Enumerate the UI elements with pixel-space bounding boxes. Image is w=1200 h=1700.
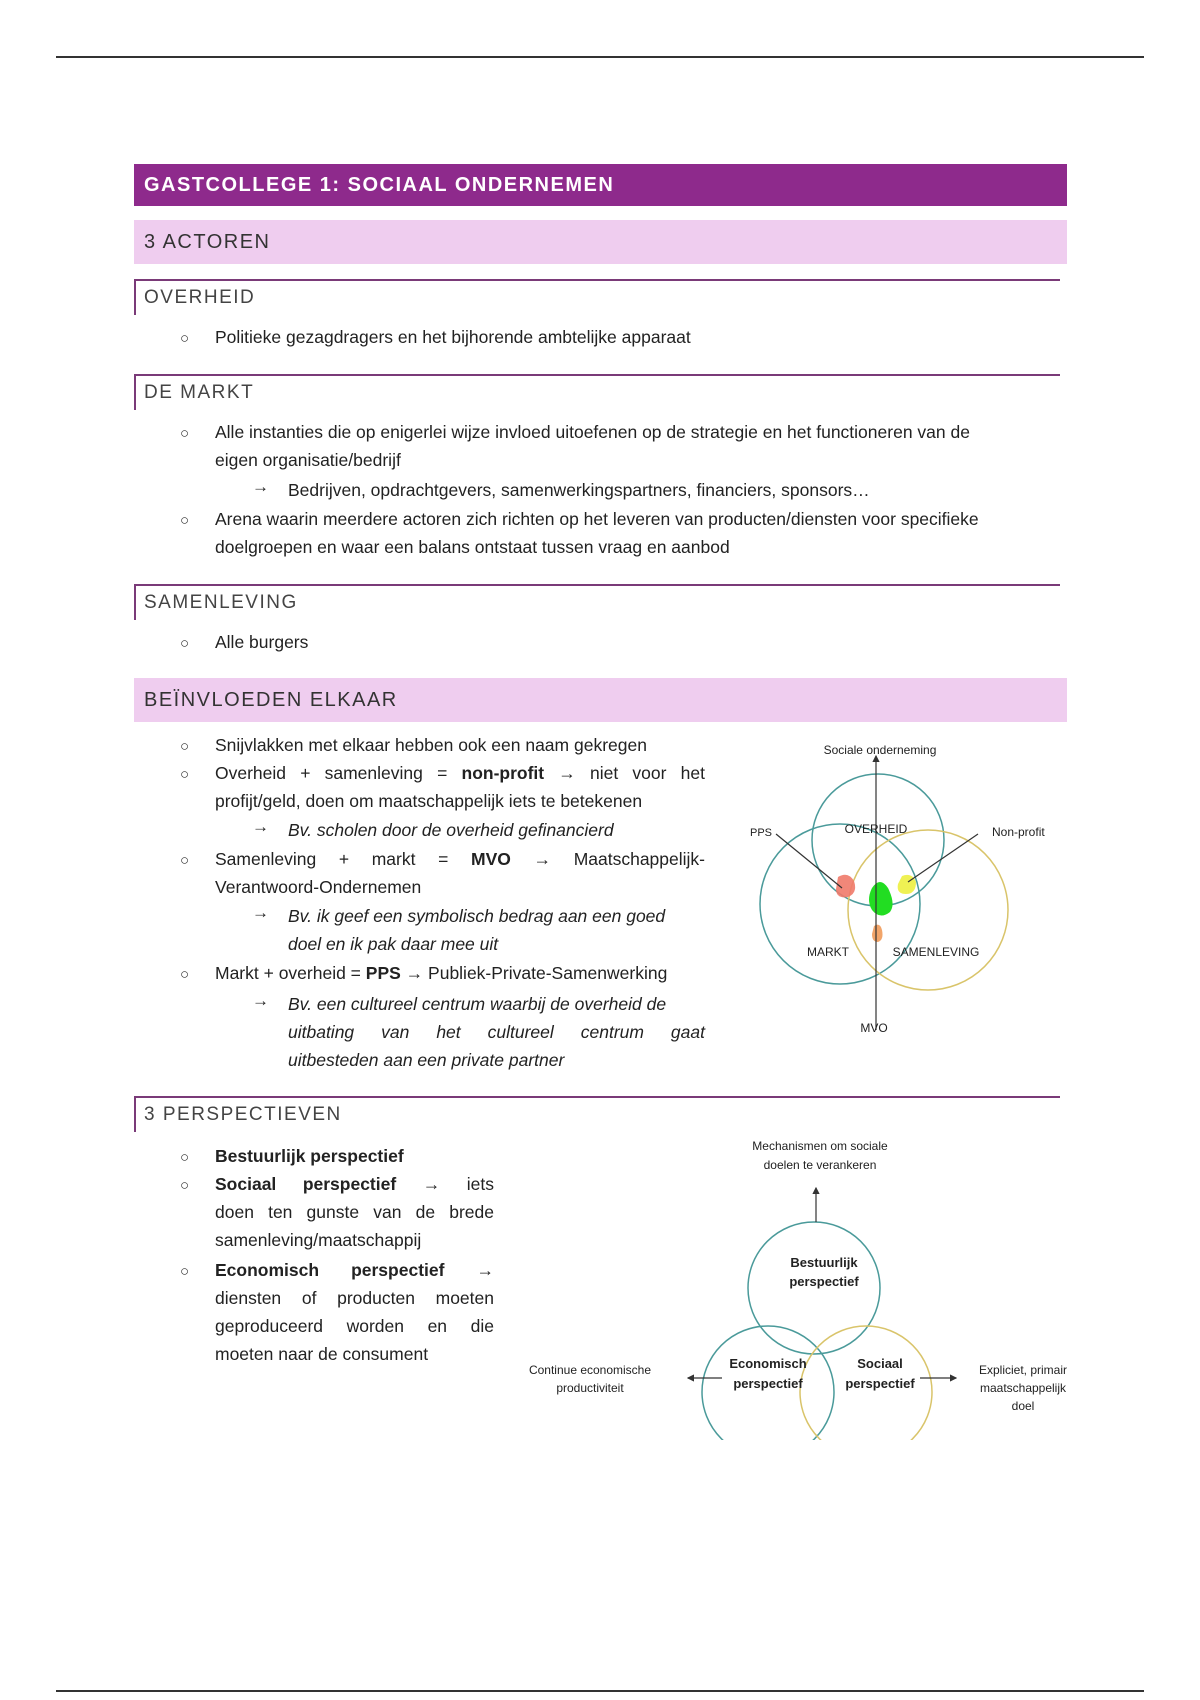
label-economisch-line-2: perspectief — [733, 1376, 803, 1391]
label-mvo: MVO — [860, 1021, 888, 1035]
bottom-rule — [56, 1690, 1144, 1692]
arrow-icon: → — [252, 477, 269, 496]
label-right-line-3: doel — [1011, 1399, 1035, 1413]
arrow-icon: → — [252, 817, 269, 836]
beinvloeden-example-2-line-1: Bv. ik geef een symbolisch bedrag aan een goed — [288, 906, 666, 926]
label-sociaal-line-1: Sociaal — [857, 1356, 903, 1371]
bullet-marker: ○ — [180, 1263, 190, 1280]
bullet-marker: ○ — [180, 738, 190, 755]
label-economisch-line-1: Economisch — [729, 1356, 807, 1371]
markt-bullet-1-line-2: eigen organisatie/bedrijf — [215, 450, 401, 470]
bullet-marker: ○ — [180, 512, 190, 529]
markt-bullet-1-line-1: Alle instanties die op enigerlei wijze invloed uitoefenen op de strategie en het functioneren van de — [215, 422, 970, 442]
beinvloeden-example-3-line-1: Bv. een cultureel centrum waarbij de overheid de — [288, 994, 667, 1014]
beinvloeden-line-2: Overheid + samenleving = non-profit → niet voor het — [215, 763, 705, 783]
section-heading-beinvloeden: BEÏNVLOEDEN ELKAAR — [134, 678, 1067, 722]
label-right-line-2: maatschappelijk — [979, 1381, 1067, 1395]
actoren-venn-diagram — [730, 730, 1110, 1050]
perspectieven-venn-diagram — [510, 1130, 1090, 1440]
markt-bullet-2-line-1: Arena waarin meerdere actoren zich richten op het leveren van producten/diensten voor specifieke — [215, 509, 979, 529]
bullet-marker: ○ — [180, 330, 190, 347]
pointer-nonprofit — [908, 834, 978, 882]
perspectief-bullet-1: Bestuurlijk perspectief — [215, 1146, 404, 1166]
perspectief-bullet-3-line-4: moeten naar de consument — [215, 1344, 429, 1364]
overheid-bullet-1: Politieke gezagdragers en het bijhorende ambtelijke apparaat — [215, 327, 691, 347]
beinvloeden-line-6: Verantwoord-Ondernemen — [215, 877, 422, 897]
arrow-icon: → — [252, 991, 269, 1010]
label-bestuurlijk-line-1: Bestuurlijk — [790, 1255, 858, 1270]
label-overheid: OVERHEID — [844, 822, 908, 836]
markt-bullet-2-line-2: doelgroepen en waar een balans ontstaat tussen vraag en aanbod — [215, 537, 730, 557]
section-heading-actoren: 3 ACTOREN — [134, 220, 1067, 264]
markt-sub-1: Bedrijven, opdrachtgevers, samenwerkingspartners, financiers, sponsors… — [288, 480, 870, 500]
bullet-marker: ○ — [180, 635, 190, 652]
subheading-markt: DE MARKT — [134, 374, 1060, 410]
samenleving-bullet-1: Alle burgers — [215, 632, 309, 652]
perspectief-bullet-2-line-2: doen ten gunste van de brede — [215, 1202, 494, 1222]
beinvloeden-example-2-line-2: doel en ik pak daar mee uit — [288, 934, 499, 954]
beinvloeden-line-1: Snijvlakken met elkaar hebben ook een naam gekregen — [215, 735, 647, 755]
bullet-marker: ○ — [180, 425, 190, 442]
beinvloeden-line-3: profijt/geld, doen om maatschappelijk iets te betekenen — [215, 791, 643, 811]
label-samenleving: SAMENLEVING — [892, 945, 980, 959]
label-right-line-1: Expliciet, primair — [978, 1363, 1068, 1377]
label-pps: PPS — [749, 827, 772, 839]
perspectief-bullet-3-line-1: Economisch perspectief → — [215, 1260, 494, 1280]
label-left-line-1: Continue economische — [528, 1363, 652, 1377]
bullet-marker: ○ — [180, 1149, 190, 1166]
label-sociaal-line-2: perspectief — [845, 1376, 915, 1391]
label-bestuurlijk-line-2: perspectief — [789, 1274, 859, 1289]
perspectief-bullet-3-line-3: geproduceerd worden en die — [215, 1316, 494, 1336]
perspectief-bullet-2-line-3: samenleving/maatschappij — [215, 1230, 422, 1250]
label-top-line-1: Mechanismen om sociale — [752, 1139, 888, 1153]
beinvloeden-line-9: Markt + overheid = PPS → Publiek-Private-Samenwerking — [215, 963, 668, 983]
bullet-marker: ○ — [180, 1177, 190, 1194]
beinvloeden-example-1: Bv. scholen door de overheid gefinancierd — [288, 820, 614, 840]
label-markt: MARKT — [807, 945, 849, 959]
perspectief-bullet-2-line-1: Sociaal perspectief → iets — [215, 1174, 494, 1194]
label-left-line-2: productiviteit — [556, 1381, 624, 1395]
bullet-marker: ○ — [180, 852, 190, 869]
subheading-overheid: OVERHEID — [134, 279, 1060, 315]
subheading-perspectieven: 3 PERSPECTIEVEN — [134, 1096, 1060, 1132]
label-nonprofit: Non-profit — [992, 825, 1045, 839]
bullet-marker: ○ — [180, 966, 190, 983]
label-top-line-2: doelen te verankeren — [763, 1158, 877, 1172]
perspectief-bullet-3-line-2: diensten of producten moeten — [215, 1288, 494, 1308]
bullet-marker: ○ — [180, 766, 190, 783]
arrow-icon: → — [252, 903, 269, 922]
top-rule — [56, 56, 1144, 58]
blob-mvo — [872, 925, 883, 942]
beinvloeden-example-3-line-2: uitbating van het cultureel centrum gaat — [288, 1022, 705, 1042]
beinvloeden-line-5: Samenleving + markt = MVO → Maatschappelijk- — [215, 849, 705, 869]
pointer-pps — [776, 834, 842, 888]
beinvloeden-example-3-line-3: uitbesteden aan een private partner — [288, 1050, 565, 1070]
label-sociale-onderneming: Sociale onderneming — [823, 743, 937, 757]
subheading-samenleving: SAMENLEVING — [134, 584, 1060, 620]
blob-sociale-onderneming — [869, 882, 893, 916]
page-title: GASTCOLLEGE 1: SOCIAAL ONDERNEMEN — [134, 164, 1067, 206]
